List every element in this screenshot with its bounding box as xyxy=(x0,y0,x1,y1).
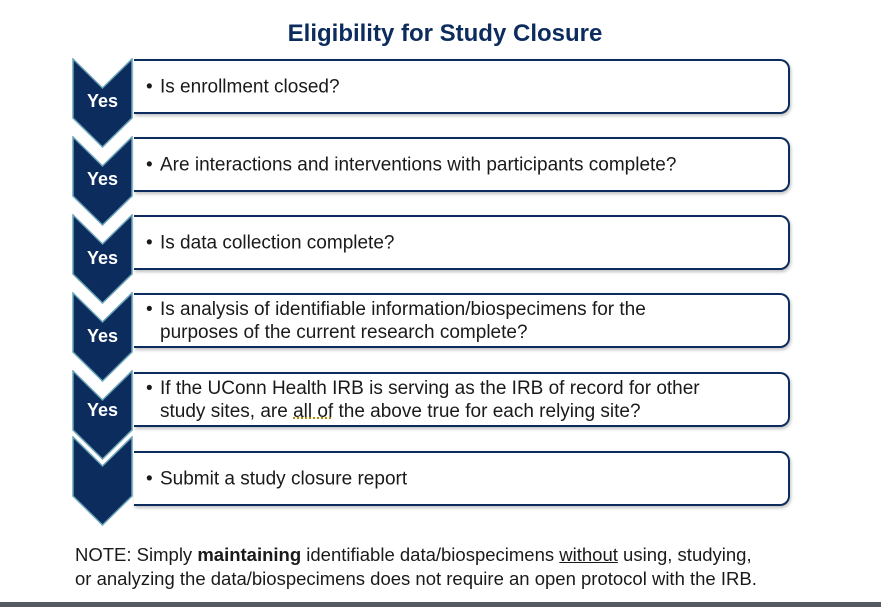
yes-label: Yes xyxy=(86,91,119,111)
question-text xyxy=(160,298,646,344)
bullet: • xyxy=(146,232,153,253)
question-line-1: Is analysis of identifiable information/biospecimens for the xyxy=(160,298,646,320)
question-line-2-pre: study sites, are xyxy=(160,400,294,422)
question-text: Are interactions and interventions with participants complete? xyxy=(160,154,677,175)
action-box-submit-report xyxy=(134,451,790,506)
question-box-analysis xyxy=(134,293,790,348)
question-box-enrollment xyxy=(134,59,790,114)
question-line-1: If the UConn Health IRB is serving as the IRB of record for other xyxy=(160,377,700,399)
yes-label: Yes xyxy=(86,248,119,268)
note-underline: without xyxy=(559,544,618,565)
note-text xyxy=(75,543,855,591)
action-text: Submit a study closure report xyxy=(160,468,408,489)
diagram-title: Eligibility for Study Closure xyxy=(287,20,603,47)
bullet: • xyxy=(146,76,153,97)
note-suffix: using, studying, xyxy=(617,544,752,565)
question-box-interactions xyxy=(134,137,790,192)
question-line-2-mark: all of xyxy=(293,400,334,422)
question-line-2: purposes of the current research complete? xyxy=(160,321,528,343)
note-line-2: or analyzing the data/biospecimens does not require an open protocol with the IRB. xyxy=(75,568,757,589)
question-text xyxy=(160,377,700,423)
yes-label: Yes xyxy=(86,326,119,346)
bullet: • xyxy=(146,298,153,320)
footer-bar xyxy=(0,602,881,607)
question-box-data-collection xyxy=(134,215,790,270)
note-prefix: NOTE: Simply xyxy=(75,544,198,565)
question-line-2-post: the above true for each relying site? xyxy=(333,400,641,422)
bullet: • xyxy=(146,468,153,489)
yes-label: Yes xyxy=(86,169,119,189)
yes-label: Yes xyxy=(86,400,119,420)
bullet: • xyxy=(146,154,153,175)
question-text: Is enrollment closed? xyxy=(160,76,340,97)
question-text: Is data collection complete? xyxy=(160,232,395,253)
bullet: • xyxy=(146,377,153,399)
chevron-step-6 xyxy=(72,436,133,526)
note-mid: identifiable data/biospecimens xyxy=(301,544,560,565)
question-box-relying-sites xyxy=(134,372,790,427)
note-bold: maintaining xyxy=(197,544,302,565)
